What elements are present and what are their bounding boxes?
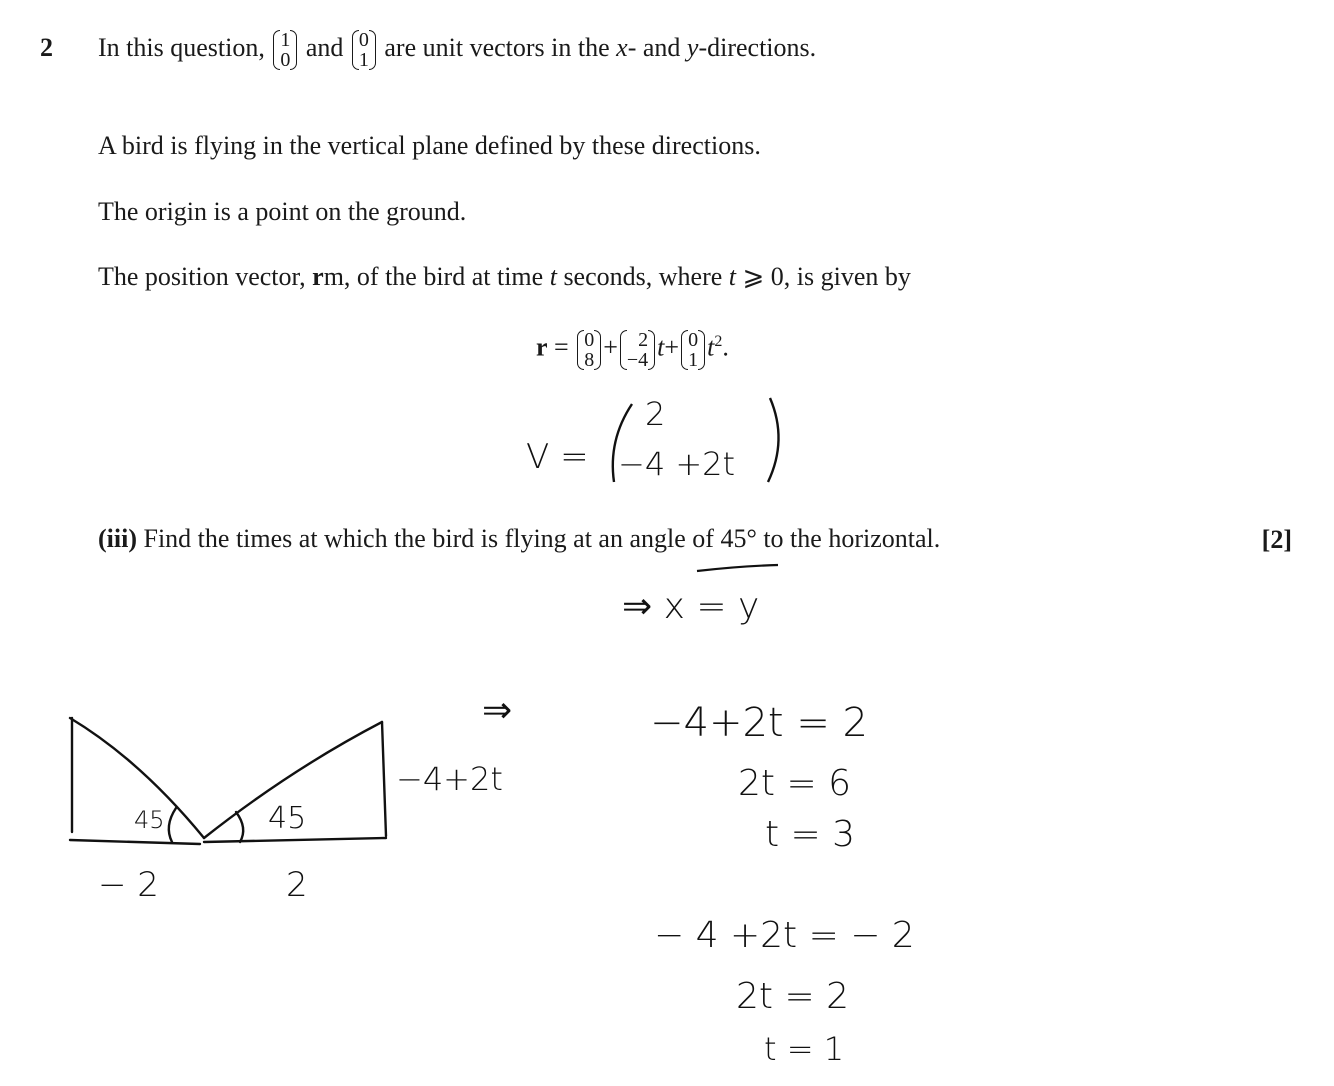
hw-implies-x-equals-y: ⇒ x = y (622, 586, 760, 627)
pos-t2: t (728, 262, 737, 291)
pos-part-2: m, of the bird at time (323, 262, 544, 291)
hw-left-base (70, 840, 200, 844)
hw-left-angle-arc (169, 808, 176, 842)
eq-plus-2: + (664, 332, 680, 362)
hw-v-bottom: −4 +2t (618, 445, 736, 483)
eq-t-squared: t (707, 332, 715, 362)
hw-eq1-c: t = 3 (765, 814, 856, 855)
part-label: (iii) (98, 524, 137, 553)
eq-vec2-bottom: −4 (626, 348, 649, 371)
marks-label: [2] (1261, 525, 1292, 554)
hw-triangle-diagram (70, 718, 386, 844)
unit-y-bottom: 1 (358, 49, 369, 72)
hw-v-label: V = (526, 437, 589, 477)
eq-vec3-bottom: 1 (688, 348, 699, 371)
hw-v-right-bracket (768, 398, 779, 482)
hw-underline (697, 565, 778, 571)
pos-t: t (549, 262, 557, 291)
hw-right-base (204, 838, 386, 842)
hw-eq1-a: −4+2t = 2 (650, 700, 869, 746)
bird-sentence: A bird is flying in the vertical plane defined by these directions. (98, 131, 761, 160)
hw-left-angle: 45 (134, 806, 165, 834)
hw-right-base-label: 2 (286, 865, 308, 905)
eq-plus-1: + (603, 332, 618, 362)
hw-height-label: −4+2t (396, 760, 503, 798)
pos-part-4: ⩾ 0, is given by (742, 262, 911, 291)
intro-prefix: In this question, (98, 33, 265, 62)
intro-suffix-1: are unit vectors in the (384, 33, 610, 62)
intro-suffix-2: - and (627, 33, 681, 62)
hw-left-base-label: − 2 (98, 865, 159, 905)
hw-right-vertical (382, 722, 386, 836)
eq-exponent: 2 (714, 333, 723, 350)
hw-implies-arrow: ⇒ (482, 690, 513, 731)
hw-v-top: 2 (645, 395, 666, 433)
unit-x-top: 1 (280, 29, 291, 52)
intro-y: y (686, 33, 699, 62)
pos-part-1: The position vector, (98, 262, 306, 291)
eq-equals: = (554, 332, 569, 362)
eq-r: r (536, 332, 548, 362)
hw-right-angle: 45 (268, 801, 307, 836)
hw-eq1-b: 2t = 6 (738, 763, 851, 804)
eq-vec1-bottom: 8 (584, 348, 595, 371)
pos-part-3: seconds, where (563, 262, 723, 291)
origin-sentence: The origin is a point on the ground. (98, 197, 467, 226)
unit-y-top: 0 (358, 29, 369, 52)
eq-t: t (657, 332, 665, 362)
hw-eq2-c: t = 1 (764, 1030, 845, 1068)
hw-right-angle-arc (236, 812, 243, 842)
hw-eq2-a: − 4 +2t = − 2 (654, 915, 915, 956)
intro-suffix-3: -directions. (698, 33, 817, 62)
hw-eq2-b: 2t = 2 (736, 976, 849, 1017)
eq-vec2-top: 2 (638, 328, 649, 351)
unit-x-bottom: 0 (280, 49, 291, 72)
intro-x: x (616, 33, 628, 62)
eq-vec1-top: 0 (584, 328, 595, 351)
intro-and: and (305, 33, 344, 62)
question-number: 2 (40, 33, 53, 62)
part-text: Find the times at which the bird is flying at an angle of 45° to the horizontal. (143, 524, 941, 553)
eq-vec3-top: 0 (688, 328, 699, 351)
eq-period: . (722, 332, 729, 362)
pos-r: r (312, 262, 324, 291)
